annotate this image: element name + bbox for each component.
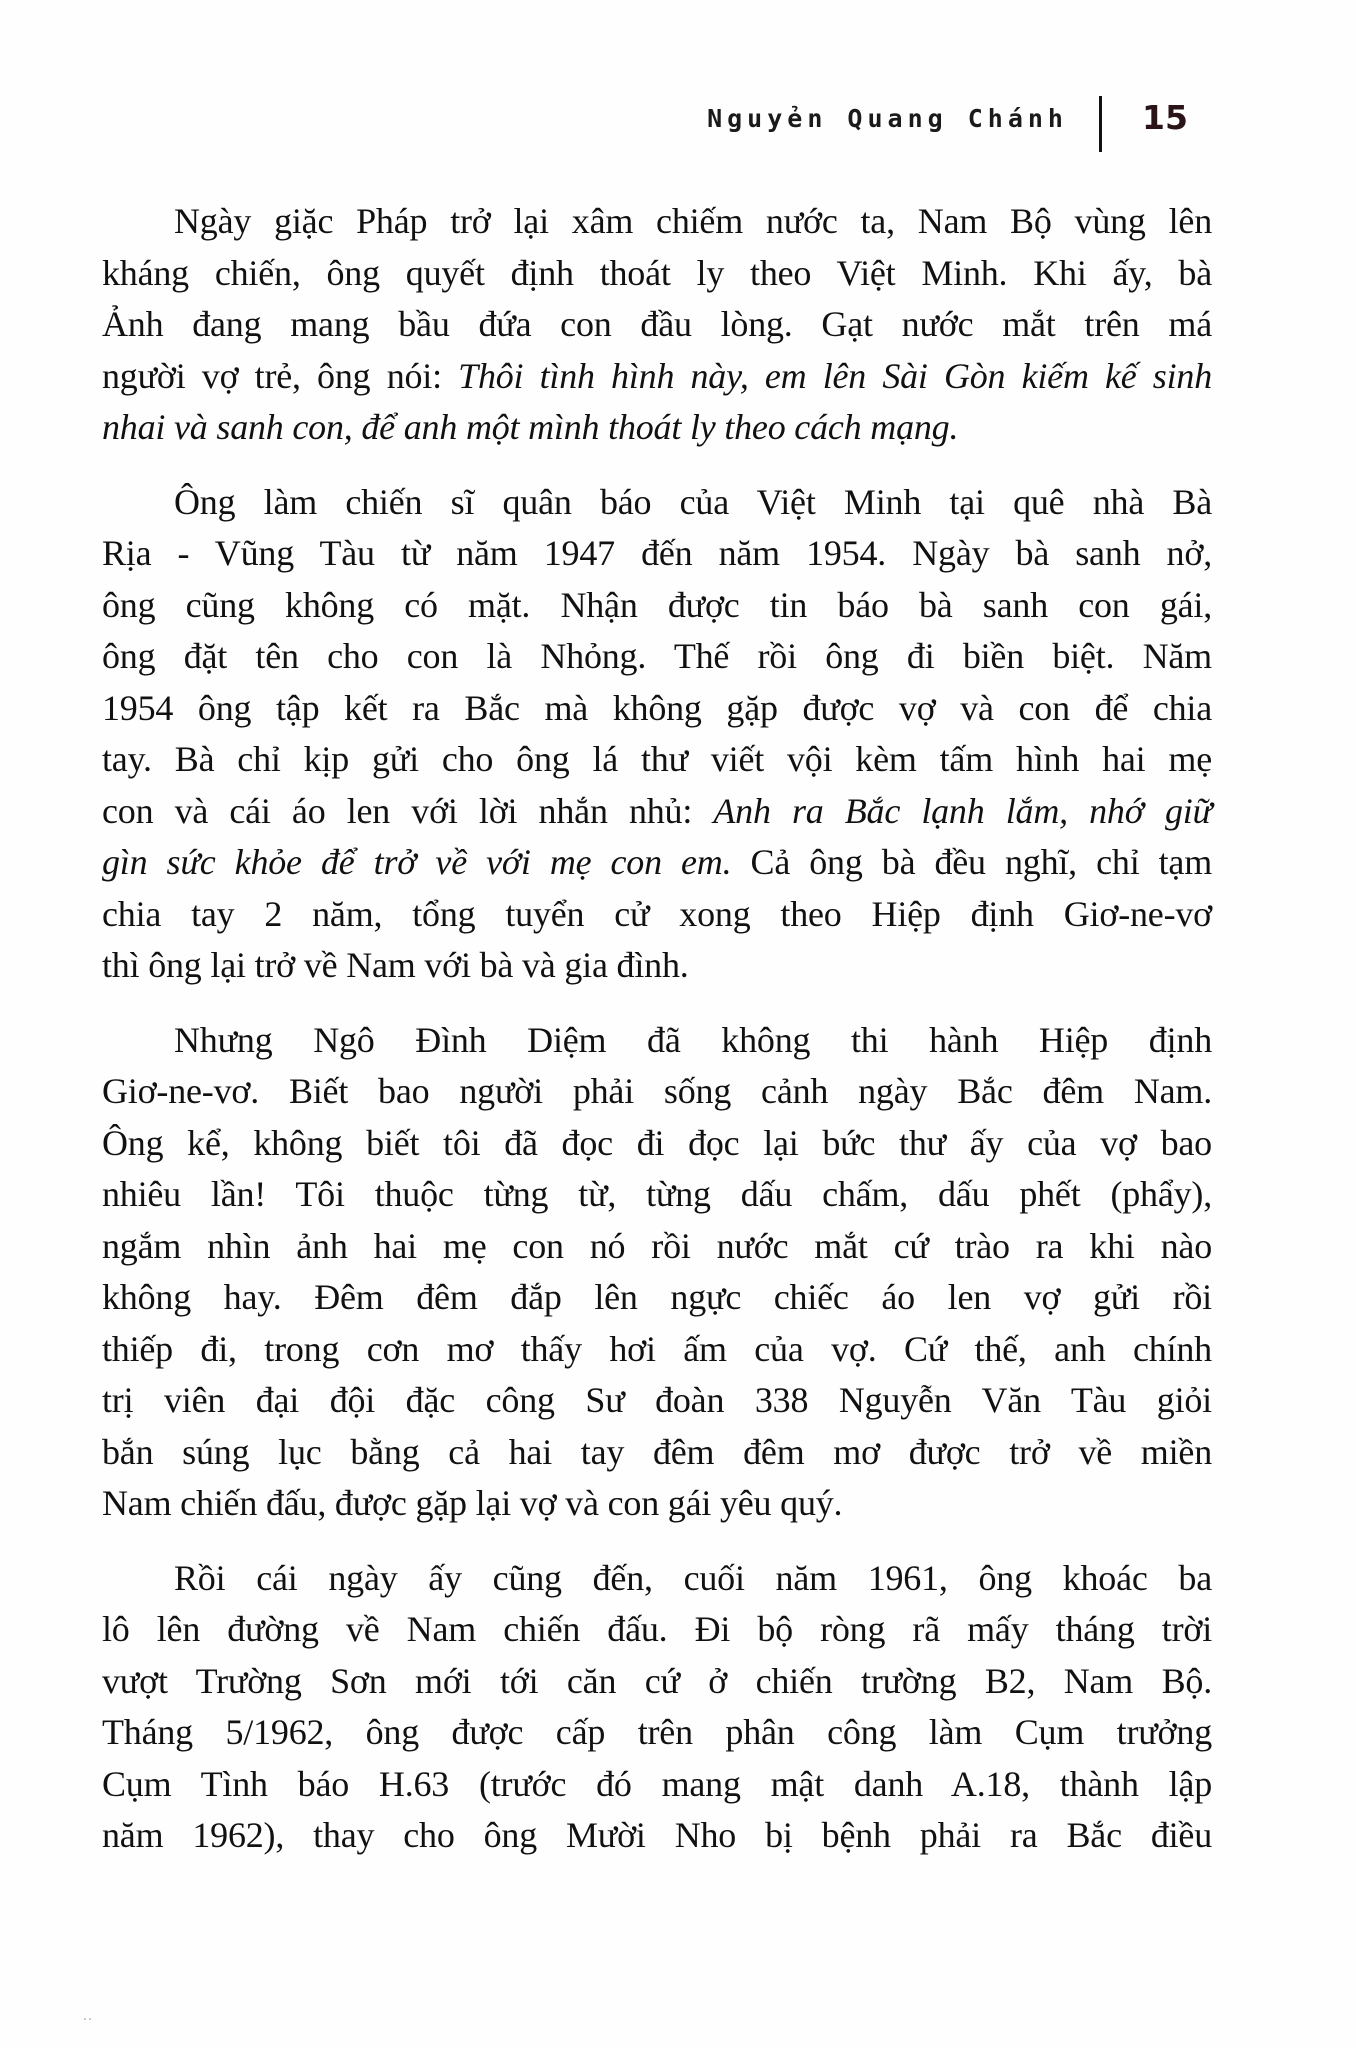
text-line [102, 1324, 1212, 1376]
text-line [102, 196, 1212, 248]
paragraph [102, 477, 1212, 992]
text-segment: không hay. Đêm đêm đắp lên ngực chiếc áo len vợ gửi rồi [102, 1277, 1212, 1317]
text-line [102, 248, 1212, 300]
text-line [102, 528, 1212, 580]
header-divider [1099, 96, 1102, 152]
text-segment: con và cái áo len với lời nhắn nhủ: [102, 790, 714, 831]
text-line [102, 837, 1212, 889]
italic-quote-segment: Anh ra Bắc lạnh lắm, nhớ giữ [713, 790, 1212, 831]
text-line [102, 631, 1212, 683]
text-line [102, 1427, 1212, 1479]
italic-quote-segment: gìn sức khỏe để trở về với mẹ con em. [102, 842, 732, 882]
paragraph [102, 1553, 1212, 1862]
text-line [102, 1169, 1212, 1221]
text-segment: Nam chiến đấu, được gặp lại vợ và con gái yêu quý. [102, 1483, 843, 1523]
text-line [102, 299, 1212, 351]
text-line [102, 683, 1212, 735]
text-segment: chia tay 2 năm, tổng tuyển cử xong theo Hiệp định Giơ-ne-vơ [102, 893, 1212, 934]
text-line [102, 1656, 1212, 1708]
text-line [102, 1272, 1212, 1324]
text-segment: người vợ trẻ, ông nói: [102, 355, 459, 396]
text-segment: vượt Trường Sơn mới tới căn cứ ở chiến trường B2, Nam Bộ. [102, 1660, 1212, 1701]
running-head-author: Nguyẻn Quang Chánh [707, 104, 1068, 133]
text-line [102, 1810, 1212, 1862]
text-segment: Rồi cái ngày ấy cũng đến, cuối năm 1961, ông khoác ba [174, 1557, 1212, 1598]
text-segment: Ngày giặc Pháp trở lại xâm chiếm nước ta, Nam Bộ vùng lên [174, 201, 1212, 241]
text-line [102, 940, 1212, 992]
text-segment: Cụm Tình báo H.63 (trước đó mang mật danh A.18, thành lập [102, 1763, 1212, 1804]
text-line [102, 477, 1212, 529]
text-line [102, 1221, 1212, 1273]
text-segment: bắn súng lục bằng cả hai tay đêm đêm mơ được trở về miền [102, 1431, 1212, 1472]
text-line [102, 580, 1212, 632]
italic-quote-segment: Thôi tình hình này, em lên Sài Gòn kiếm kế sinh [458, 355, 1212, 396]
text-segment: Giơ-ne-vơ. Biết bao người phải sống cảnh ngày Bắc đêm Nam. [102, 1071, 1212, 1111]
paragraph [102, 1015, 1212, 1530]
text-segment: 1954 ông tập kết ra Bắc mà không gặp được vợ và con để chia [102, 687, 1212, 728]
text-line [102, 1118, 1212, 1170]
text-segment: Tháng 5/1962, ông được cấp trên phân công làm Cụm trưởng [102, 1712, 1212, 1752]
text-segment: Ông kể, không biết tôi đã đọc đi đọc lại bức thư ấy của vợ bao [102, 1122, 1212, 1163]
text-line [102, 1759, 1212, 1811]
text-line [102, 1375, 1212, 1427]
text-segment: ông đặt tên cho con là Nhỏng. Thế rồi ông đi biền biệt. Năm [102, 636, 1212, 676]
text-segment: tay. Bà chỉ kịp gửi cho ông lá thư viết vội kèm tấm hình hai mẹ [102, 739, 1212, 779]
text-segment: lô lên đường về Nam chiến đấu. Đi bộ ròng rã mấy tháng trời [102, 1609, 1212, 1649]
text-segment: kháng chiến, ông quyết định thoát ly theo Việt Minh. Khi ấy, bà [102, 252, 1212, 293]
body-text [102, 196, 1212, 1885]
text-segment: ngắm nhìn ảnh hai mẹ con nó rồi nước mắt cứ trào ra khi nào [102, 1225, 1212, 1266]
text-segment: năm 1962), thay cho ông Mười Nho bị bệnh phải ra Bắc điều [102, 1815, 1212, 1855]
text-segment: thiếp đi, trong cơn mơ thấy hơi ấm của vợ. Cứ thế, anh chính [102, 1328, 1212, 1369]
text-segment: Ông làm chiến sĩ quân báo của Việt Minh tại quê nhà Bà [174, 481, 1212, 522]
text-line [102, 1478, 1212, 1530]
text-line [102, 1015, 1212, 1067]
text-line [102, 1553, 1212, 1605]
scan-specks [84, 2018, 94, 2021]
text-line [102, 889, 1212, 941]
text-segment: Ảnh đang mang bầu đứa con đầu lòng. Gạt nước mắt trên má [102, 304, 1212, 344]
page-number: 15 [1142, 98, 1188, 137]
text-line [102, 786, 1212, 838]
running-head [0, 96, 1356, 156]
text-line [102, 402, 1212, 454]
text-line [102, 1604, 1212, 1656]
italic-quote-segment: nhai và sanh con, để anh một mình thoát ly theo cách mạng. [102, 407, 959, 447]
text-line [102, 351, 1212, 403]
paragraph [102, 196, 1212, 454]
text-segment: trị viên đại đội đặc công Sư đoàn 338 Nguyễn Văn Tàu giỏi [102, 1380, 1212, 1420]
text-segment: ông cũng không có mặt. Nhận được tin báo bà sanh con gái, [102, 584, 1212, 625]
text-segment: Rịa - Vũng Tàu từ năm 1947 đến năm 1954. Ngày bà sanh nở, [102, 533, 1212, 573]
text-line [102, 1066, 1212, 1118]
text-segment: thì ông lại trở về Nam với bà và gia đình. [102, 945, 689, 985]
text-line [102, 1707, 1212, 1759]
text-line [102, 734, 1212, 786]
text-segment: nhiêu lần! Tôi thuộc từng từ, từng dấu chấm, dấu phết (phẩy), [102, 1174, 1212, 1214]
text-segment: Cả ông bà đều nghĩ, chỉ tạm [731, 842, 1213, 882]
text-segment: Nhưng Ngô Đình Diệm đã không thi hành Hiệp định [174, 1019, 1212, 1060]
